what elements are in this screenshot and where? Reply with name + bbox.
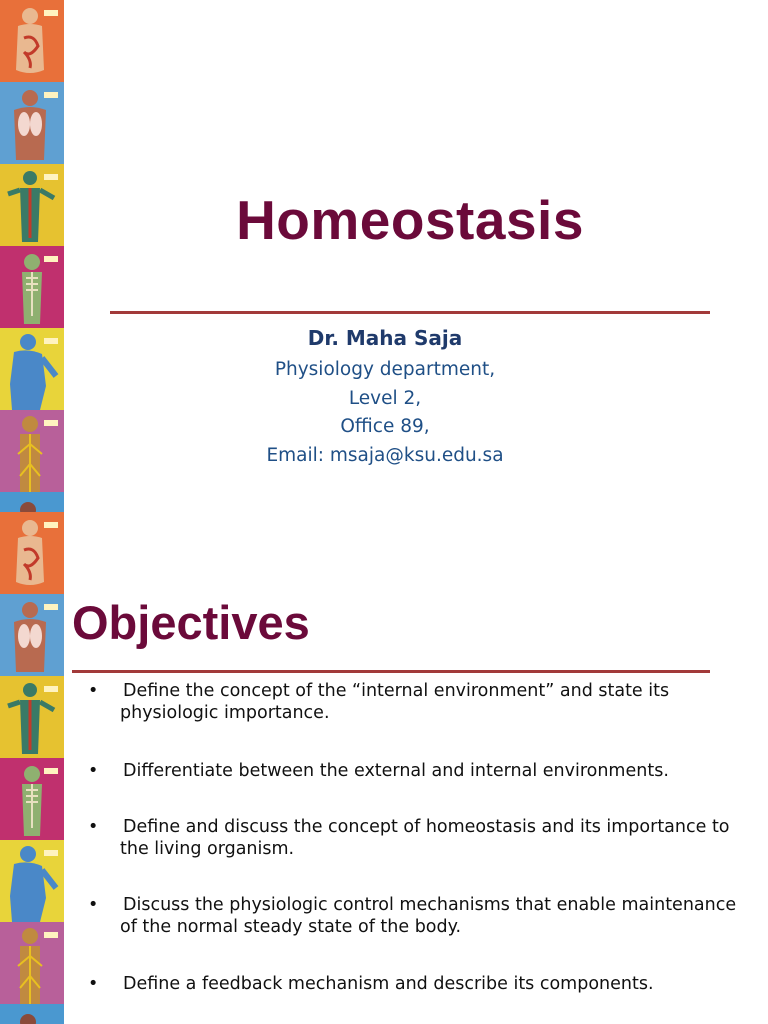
anatomy-strip xyxy=(0,512,64,1024)
anatomy-strip xyxy=(0,0,64,512)
slide-title: Objectives xyxy=(72,596,310,649)
digestive-system-icon xyxy=(0,512,64,594)
digestive-system-icon xyxy=(0,0,64,82)
muscular-system-icon xyxy=(0,840,64,922)
nervous-system-icon xyxy=(0,410,64,492)
endocrine-system-icon xyxy=(0,1004,64,1024)
objective-text: Define and discuss the concept of homeostasis and its importance to the living organism. xyxy=(120,817,730,859)
objective-text: Define a feedback mechanism and describe its components. xyxy=(123,974,654,994)
list-item xyxy=(88,973,748,995)
nervous-system-icon xyxy=(0,922,64,1004)
department-line: Physiology department, xyxy=(274,359,496,380)
bullet: • xyxy=(88,974,99,994)
skeletal-system-icon xyxy=(0,758,64,840)
slide-title: Homeostasis xyxy=(236,189,584,251)
respiratory-system-icon xyxy=(0,82,64,164)
circulatory-system-icon xyxy=(0,164,64,246)
list-item xyxy=(88,680,748,724)
author-name: Dr. Maha Saja xyxy=(307,326,463,350)
bullet: • xyxy=(88,681,99,701)
respiratory-system-icon xyxy=(0,594,64,676)
objective-text: Discuss the physiologic control mechanisms that enable maintenance of the normal steady state of the body. xyxy=(120,895,737,937)
email-line: Email: msaja@ksu.edu.sa xyxy=(266,444,504,466)
objectives-slide xyxy=(0,512,768,1024)
list-item xyxy=(88,760,748,782)
circulatory-system-icon xyxy=(0,676,64,758)
list-item xyxy=(88,894,748,938)
objective-text: Define the concept of the “internal environment” and state its physiologic importance. xyxy=(120,681,670,723)
bullet: • xyxy=(88,761,99,781)
level-line: Level 2, xyxy=(348,387,422,409)
bullet: • xyxy=(88,895,99,915)
author-info xyxy=(110,326,660,470)
skeletal-system-icon xyxy=(0,246,64,328)
list-item xyxy=(88,816,748,860)
office-line: Office 89, xyxy=(340,416,430,437)
objective-text: Differentiate between the external and internal environments. xyxy=(123,761,669,781)
title-divider xyxy=(72,670,710,673)
bullet: • xyxy=(88,817,99,837)
title-divider xyxy=(110,311,710,314)
endocrine-system-icon xyxy=(0,492,64,512)
muscular-system-icon xyxy=(0,328,64,410)
